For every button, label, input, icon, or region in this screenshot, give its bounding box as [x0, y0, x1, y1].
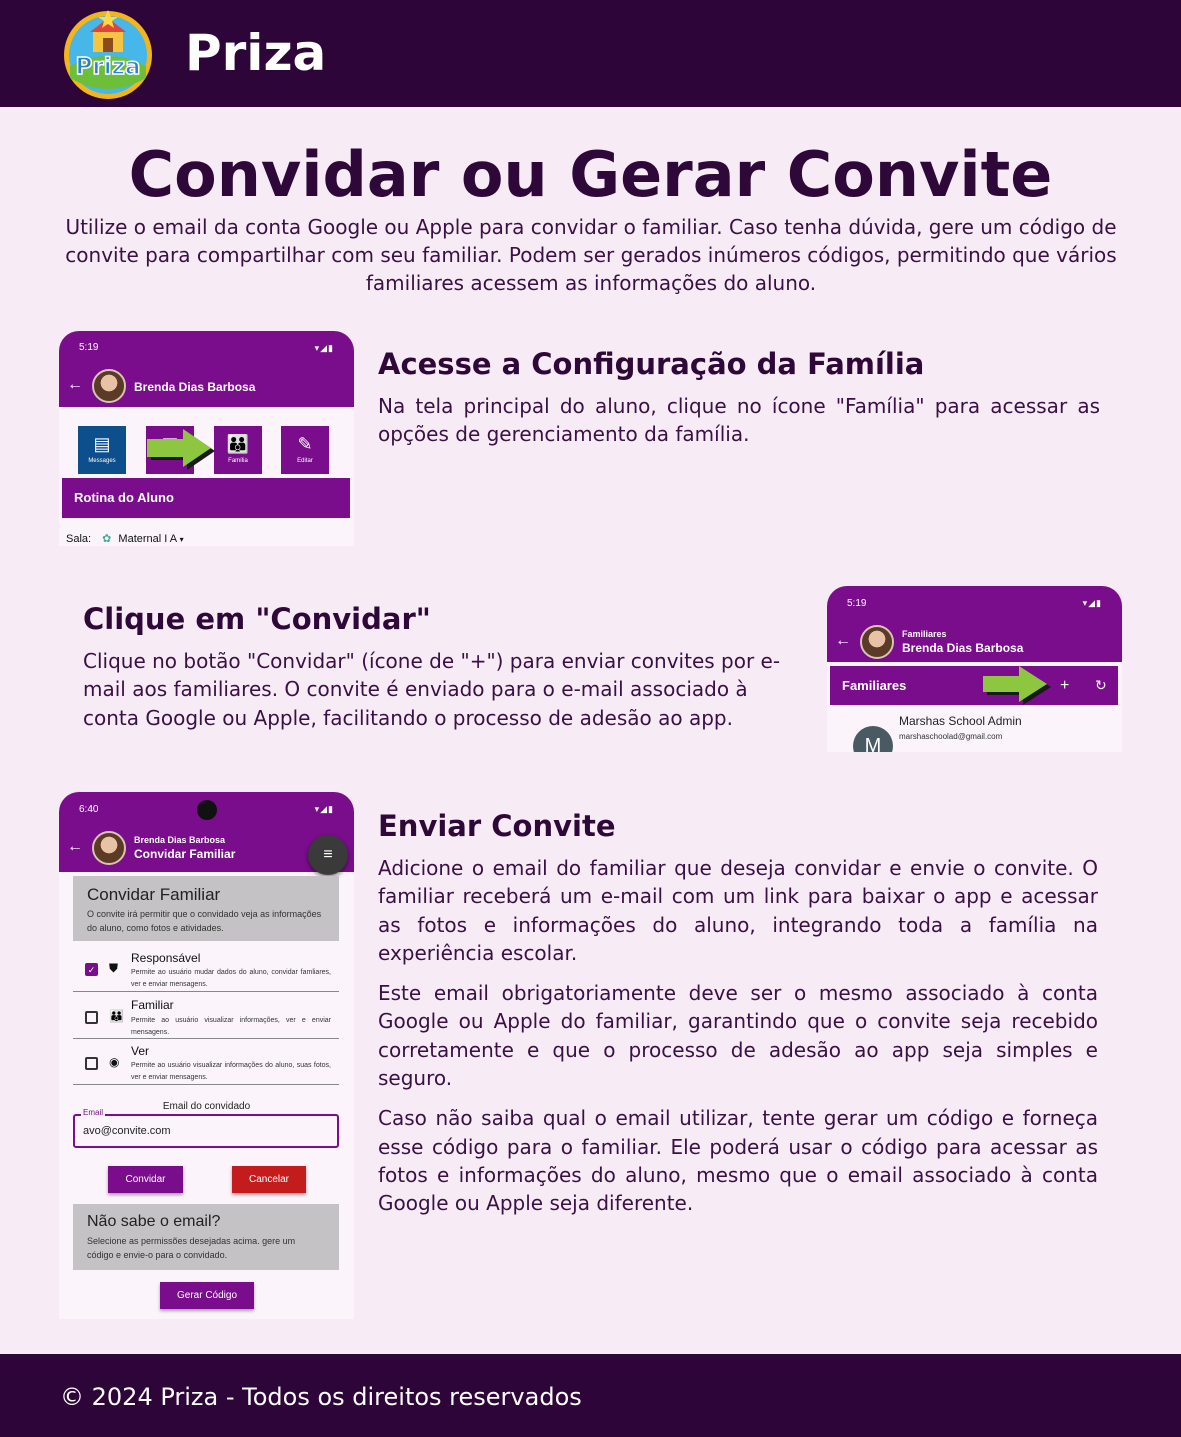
section-family-paragraph: Na tela principal do aluno, clique no ícone "Família" para acessar as opções de gerenciamento da família.	[378, 394, 1100, 447]
familiares-label: Familiares	[842, 678, 907, 693]
tile-messages[interactable]	[78, 426, 126, 474]
member-email: marshaschoolad@gmail.com	[899, 732, 1003, 741]
unknown-email-box	[73, 1204, 339, 1270]
add-icon[interactable]: +	[1060, 677, 1070, 694]
eye-icon: ◉	[109, 1055, 120, 1069]
screenshot-family-list	[827, 586, 1122, 752]
checkbox-icon[interactable]	[85, 1057, 98, 1070]
email-section-label: Email do convidado	[162, 1101, 251, 1112]
student-name: Brenda Dias Barbosa	[134, 380, 256, 394]
screenshot-family-config	[59, 331, 354, 546]
refresh-icon[interactable]: ↻	[1095, 677, 1107, 693]
option-description: Permite ao usuário visualizar informações, ver e enviar mensagens.	[131, 1017, 331, 1036]
routine-bar[interactable]: Rotina do Aluno	[62, 478, 350, 518]
cancel-button[interactable]: Cancelar	[232, 1166, 306, 1193]
email-field-label: Email	[83, 1108, 104, 1117]
room-value[interactable]: Maternal I A	[118, 533, 177, 545]
site-header	[0, 0, 1181, 107]
member-name[interactable]: Marshas School Admin	[899, 714, 1022, 728]
section-send-paragraph-3: Caso não saiba qual o email utilizar, tente gerar um código e forneça esse código para o familiar. Ele poderá usar o código para acessar as fotos e informações do aluno, mesmo que o email associado à conta Google ou Apple seja diferente.	[378, 1106, 1098, 1216]
email-field-value: avo@convite.com	[83, 1125, 171, 1137]
tile-family[interactable]	[214, 426, 262, 474]
avatar	[92, 369, 126, 403]
option-title: Responsável	[131, 951, 201, 965]
option-description: Permite ao usuário visualizar informações do aluno, suas fotos, ver e enviar mensagens.	[131, 1062, 331, 1081]
section-invite-title: Clique em "Convidar"	[83, 602, 431, 636]
pointer-arrow-icon	[983, 666, 1053, 706]
family-icon: 👪	[109, 1009, 124, 1023]
checkbox-icon[interactable]	[85, 1011, 98, 1024]
tile-edit[interactable]	[281, 426, 329, 474]
site-footer	[0, 1354, 1181, 1437]
camera-cutout	[197, 800, 217, 820]
menu-icon[interactable]: ≡	[308, 835, 348, 875]
app-bar	[827, 586, 1122, 662]
back-arrow-icon[interactable]: ←	[835, 632, 851, 649]
section-send-paragraph-1: Adicione o email do familiar que deseja convidar e envie o convite. O familiar receberá um e-mail com um link para baixar o app e acessar as fotos e informações do aluno, integrando toda a família na experiência escolar.	[378, 856, 1098, 965]
check-icon[interactable]: ✓	[85, 963, 98, 976]
logo-wordmark: Priza	[75, 54, 141, 80]
student-name: Brenda Dias Barbosa	[134, 835, 226, 845]
generate-code-button[interactable]: Gerar Código	[160, 1282, 254, 1309]
section-send-title: Enviar Convite	[378, 809, 616, 843]
invite-info-box	[73, 876, 339, 941]
app-bar	[59, 331, 354, 407]
room-icon: ✿	[102, 533, 112, 545]
section-send-text	[378, 854, 1098, 1230]
option-familiar[interactable]	[73, 992, 339, 1039]
page-intro: Utilize o email da conta Google ou Apple para convidar o familiar. Caso tenha dúvida, gere um código de convite para compartilhar com seu familiar. Podem ser gerados inúmeros códigos, permitindo que vários familiares acessem as informações do aluno.	[65, 215, 1117, 295]
section-invite-paragraph: Clique no botão "Convidar" (ícone de "+") para enviar convites por e-mail aos familiares. O convite é enviado para o e-mail associado à conta Google ou Apple, facilitando o processo de adesão ao app.	[83, 649, 781, 730]
option-description: Permite ao usuário mudar dados do aluno, convidar famliares, ver e enviar mensagens.	[131, 969, 331, 988]
pointer-arrow-icon	[147, 428, 217, 472]
section-invite-text	[83, 647, 807, 744]
status-icons: ▾◢▮	[1082, 598, 1102, 608]
page-title: Convidar ou Gerar Convite	[128, 138, 1053, 211]
section-family-title: Acesse a Configuração da Família	[378, 347, 925, 381]
status-icons: ▾◢▮	[314, 343, 334, 353]
edit-icon: ✎	[297, 434, 313, 454]
student-name: Brenda Dias Barbosa	[902, 641, 1024, 655]
tile-edit-label: Editar	[297, 458, 313, 464]
unknown-email-text: Selecione as permissões desejadas acima. gere um código e envie-o para o convidado.	[87, 1236, 296, 1260]
option-title: Ver	[131, 1044, 150, 1058]
shield-icon: ⛊	[109, 961, 119, 975]
invite-box-title: Convidar Familiar	[87, 885, 221, 904]
member-avatar: M	[853, 726, 893, 752]
status-icons: ▾◢▮	[314, 804, 334, 814]
room-row	[66, 532, 184, 545]
avatar	[860, 625, 894, 659]
status-time: 6:40	[79, 804, 99, 815]
priza-logo[interactable]	[60, 8, 157, 100]
unknown-email-title: Não sabe o email?	[87, 1213, 221, 1230]
option-title: Familiar	[131, 998, 174, 1012]
invite-box-text: O convite irá permitir que o convidado veja as informações do aluno, como fotos e atividades.	[87, 909, 322, 933]
brand-name[interactable]: Priza	[185, 24, 327, 82]
section-family-text	[378, 392, 1100, 461]
screen-title: Convidar Familiar	[134, 847, 236, 861]
chevron-down-icon[interactable]: ▾	[179, 535, 184, 544]
option-ver[interactable]	[73, 1039, 339, 1085]
invite-button[interactable]: Convidar	[108, 1166, 183, 1193]
back-arrow-icon[interactable]: ←	[67, 838, 83, 855]
status-time: 5:19	[79, 342, 99, 353]
message-icon: ▤	[93, 434, 111, 454]
family-icon: 👪	[226, 434, 250, 454]
screen-subtitle: Familiares	[902, 629, 947, 639]
familiares-bar	[830, 666, 1118, 705]
back-arrow-icon[interactable]: ←	[67, 376, 83, 393]
tile-messages-label: Messages	[88, 458, 116, 464]
option-responsavel[interactable]	[73, 946, 339, 992]
tile-family-label: Família	[228, 458, 248, 464]
section-send-paragraph-2: Este email obrigatoriamente deve ser o mesmo associado à conta Google ou Apple do familiar, garantindo que o convite seja recebido corretamente e que o processo de adesão ao app seja simples e seguro.	[378, 981, 1098, 1091]
screenshot-invite-form	[59, 792, 354, 1319]
copyright: © 2024 Priza - Todos os direitos reservados	[60, 1383, 582, 1411]
email-field[interactable]	[73, 1108, 339, 1148]
avatar	[92, 831, 126, 865]
room-label: Sala:	[66, 533, 92, 545]
status-time: 5:19	[847, 598, 867, 609]
